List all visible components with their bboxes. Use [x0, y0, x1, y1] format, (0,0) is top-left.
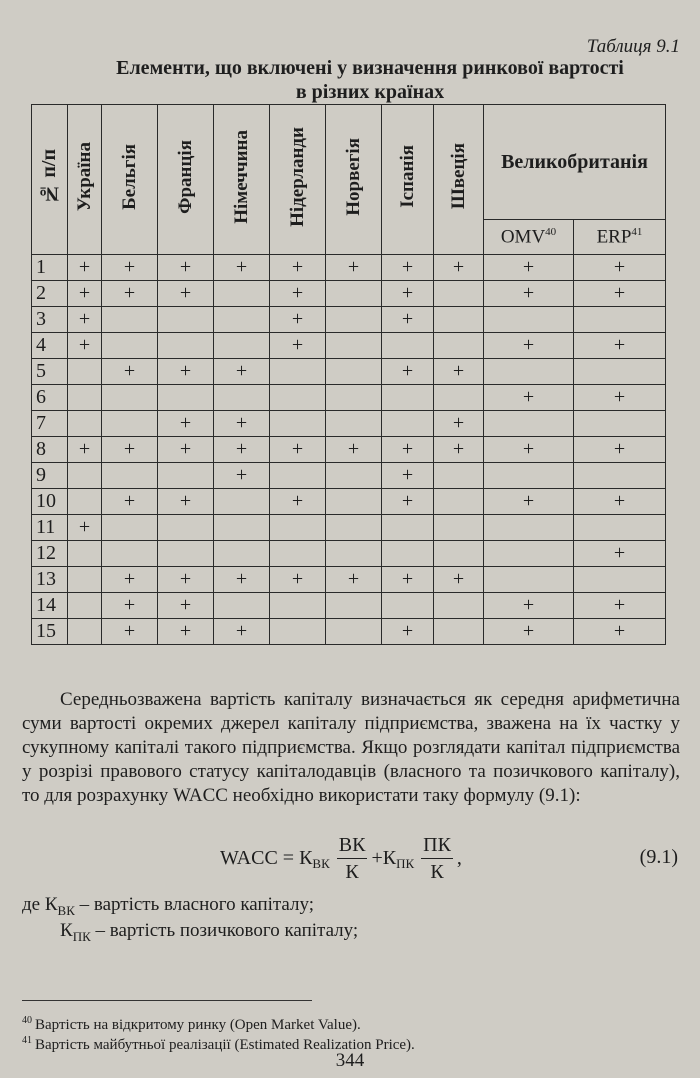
table-cell: +: [326, 437, 382, 463]
row-number: 12: [32, 541, 68, 567]
table-cell: +: [102, 567, 158, 593]
table-cell: +: [434, 255, 484, 281]
table-cell: [102, 541, 158, 567]
table-row: [32, 359, 666, 385]
table-cell: [574, 463, 666, 489]
table-cell: +: [484, 593, 574, 619]
table-cell: +: [214, 255, 270, 281]
table-cell: +: [484, 333, 574, 359]
row-number: 1: [32, 255, 68, 281]
table-cell: +: [102, 619, 158, 645]
col-header-country: Іспанія: [382, 105, 434, 255]
formula-lhs: WACC = К: [220, 846, 313, 869]
table-cell: +: [270, 281, 326, 307]
col-header-omv: OMV$^{40}$: [484, 220, 574, 255]
table-cell: [484, 567, 574, 593]
table-cell: +: [326, 567, 382, 593]
col-header-uk: Великобританія: [484, 105, 666, 220]
table-cell: [326, 411, 382, 437]
page-number: 344: [335, 1050, 365, 1071]
table-cell: [158, 333, 214, 359]
table-cell: [270, 541, 326, 567]
col-header-country: Німеччина: [214, 105, 270, 255]
table-cell: +: [574, 593, 666, 619]
formula-sub-pk: ПК: [396, 856, 415, 871]
table-cell: [574, 359, 666, 385]
table-row: [32, 281, 666, 307]
table-row: [32, 515, 666, 541]
col-header-country: Норвегія: [326, 105, 382, 255]
table-cell: +: [484, 281, 574, 307]
table-cell: +: [158, 567, 214, 593]
table-cell: +: [270, 489, 326, 515]
table-cell: +: [102, 281, 158, 307]
table-cell: +: [158, 619, 214, 645]
table-cell: +: [158, 411, 214, 437]
table-cell: [158, 463, 214, 489]
row-number: 15: [32, 619, 68, 645]
table-cell: +: [68, 515, 102, 541]
table-cell: +: [270, 255, 326, 281]
table-cell: [270, 385, 326, 411]
table-cell: [326, 515, 382, 541]
formula-sub-vk: ВК: [312, 856, 330, 871]
table-cell: [270, 619, 326, 645]
table-cell: +: [158, 359, 214, 385]
row-number: 13: [32, 567, 68, 593]
table-cell: [484, 463, 574, 489]
col-header-country: Нідерланди: [270, 105, 326, 255]
table-cell: [326, 385, 382, 411]
table-cell: [214, 515, 270, 541]
table-cell: +: [102, 359, 158, 385]
table-cell: +: [382, 307, 434, 333]
table-cell: +: [270, 333, 326, 359]
table-cell: +: [158, 255, 214, 281]
table-cell: [68, 541, 102, 567]
table-cell: [68, 385, 102, 411]
table-cell: [158, 385, 214, 411]
table-cell: [214, 281, 270, 307]
table-cell: +: [484, 489, 574, 515]
table-cell: +: [574, 385, 666, 411]
table-cell: [214, 489, 270, 515]
table-cell: [102, 333, 158, 359]
table-cell: [270, 593, 326, 619]
table-cell: +: [270, 437, 326, 463]
table-cell: +: [574, 255, 666, 281]
table-cell: [326, 281, 382, 307]
table-cell: +: [484, 619, 574, 645]
table-cell: +: [270, 567, 326, 593]
table-row: [32, 593, 666, 619]
table-cell: +: [68, 281, 102, 307]
table-cell: [102, 463, 158, 489]
table-cell: +: [102, 489, 158, 515]
table-cell: [68, 463, 102, 489]
table-cell: +: [574, 619, 666, 645]
table-cell: [214, 333, 270, 359]
table-cell: +: [102, 593, 158, 619]
table-title-line1: Елементи, що включені у визначення ринкової вартості: [116, 57, 624, 79]
table-cell: [270, 463, 326, 489]
table-cell: [102, 385, 158, 411]
fraction-debt: $\frac{ПК}{К}$: [423, 833, 451, 883]
table-cell: +: [214, 619, 270, 645]
table-cell: [434, 541, 484, 567]
footnote-40: $^{40}$ Вартість на відкритому ринку (Open Market Value).: [22, 1015, 361, 1033]
table-row: [32, 411, 666, 437]
wacc-formula: [220, 826, 462, 890]
table-row: [32, 255, 666, 281]
table-cell: +: [270, 307, 326, 333]
table-cell: +: [158, 593, 214, 619]
table-cell: [434, 515, 484, 541]
row-number: 7: [32, 411, 68, 437]
table-cell: +: [214, 411, 270, 437]
row-number: 4: [32, 333, 68, 359]
table-cell: [574, 307, 666, 333]
table-cell: +: [382, 567, 434, 593]
table-cell: +: [102, 255, 158, 281]
table-row: [32, 541, 666, 567]
table-row: [32, 619, 666, 645]
table-cell: [326, 541, 382, 567]
formula-plus: +К: [371, 846, 397, 869]
table-cell: +: [574, 541, 666, 567]
row-number: 9: [32, 463, 68, 489]
row-number: 5: [32, 359, 68, 385]
table-cell: +: [158, 489, 214, 515]
table-row: [32, 307, 666, 333]
table-cell: [382, 515, 434, 541]
table-cell: [484, 541, 574, 567]
table-cell: [434, 593, 484, 619]
table-cell: [434, 463, 484, 489]
table-cell: [484, 515, 574, 541]
table-cell: [326, 593, 382, 619]
table-row: [32, 333, 666, 359]
table-cell: +: [214, 567, 270, 593]
definition-equity: де $К_{ВК}$ – вартість власного капіталу;: [22, 894, 315, 918]
table-cell: [484, 359, 574, 385]
table-cell: +: [68, 255, 102, 281]
table-cell: +: [382, 255, 434, 281]
table-cell: [382, 411, 434, 437]
table-cell: [214, 541, 270, 567]
formula-comma: ,: [456, 846, 462, 869]
table-cell: +: [382, 463, 434, 489]
row-number: 14: [32, 593, 68, 619]
table-cell: [434, 307, 484, 333]
table-cell: +: [484, 437, 574, 463]
row-number: 3: [32, 307, 68, 333]
table-cell: +: [434, 359, 484, 385]
table-cell: +: [382, 359, 434, 385]
table-cell: [434, 619, 484, 645]
market-value-table: [31, 104, 666, 645]
table-cell: [214, 593, 270, 619]
row-number: 2: [32, 281, 68, 307]
row-number: 6: [32, 385, 68, 411]
table-row: [32, 489, 666, 515]
table-cell: +: [382, 281, 434, 307]
table-cell: +: [574, 281, 666, 307]
table-cell: +: [574, 333, 666, 359]
table-title: [40, 56, 700, 104]
table-cell: [574, 411, 666, 437]
table-title-line2: в різних країнах: [295, 81, 445, 103]
col-header-erp: ERP$^{41}$: [574, 220, 666, 255]
table-cell: +: [434, 567, 484, 593]
table-cell: [326, 333, 382, 359]
table-cell: +: [382, 489, 434, 515]
col-header-number: № п/п: [32, 105, 68, 255]
formula-number: (9.1): [639, 846, 678, 868]
table-cell: +: [214, 359, 270, 385]
table-cell: [434, 385, 484, 411]
table-cell: +: [102, 437, 158, 463]
col-header-country: Україна: [68, 105, 102, 255]
table-cell: [326, 619, 382, 645]
table-cell: [382, 385, 434, 411]
table-cell: [68, 567, 102, 593]
table-cell: +: [326, 255, 382, 281]
table-cell: [326, 489, 382, 515]
table-cell: [574, 567, 666, 593]
row-number: 8: [32, 437, 68, 463]
definition-debt: $К_{ПК}$ – вартість позичкового капіталу;: [60, 920, 359, 944]
table-cell: [68, 359, 102, 385]
table-cell: [574, 515, 666, 541]
footnote-divider: [22, 1000, 312, 1001]
table-cell: [326, 307, 382, 333]
table-row: [32, 437, 666, 463]
table-cell: [270, 359, 326, 385]
table-cell: +: [434, 437, 484, 463]
table-cell: +: [484, 385, 574, 411]
table-cell: [382, 541, 434, 567]
table-cell: +: [382, 619, 434, 645]
table-cell: [68, 411, 102, 437]
table-row: [32, 463, 666, 489]
table-cell: [68, 489, 102, 515]
table-cell: [102, 307, 158, 333]
table-cell: +: [214, 437, 270, 463]
table-cell: [326, 359, 382, 385]
col-header-country: Швеція: [434, 105, 484, 255]
table-cell: [158, 307, 214, 333]
table-cell: +: [574, 437, 666, 463]
table-cell: [214, 307, 270, 333]
table-cell: [214, 385, 270, 411]
table-cell: [68, 619, 102, 645]
table-cell: [434, 333, 484, 359]
table-row: [32, 385, 666, 411]
row-number: 11: [32, 515, 68, 541]
table-cell: [434, 281, 484, 307]
table-cell: +: [484, 255, 574, 281]
table-cell: +: [68, 333, 102, 359]
col-header-country: Франція: [158, 105, 214, 255]
table-cell: +: [68, 437, 102, 463]
table-cell: [158, 541, 214, 567]
table-cell: +: [158, 437, 214, 463]
table-cell: [326, 463, 382, 489]
table-cell: +: [68, 307, 102, 333]
table-cell: +: [158, 281, 214, 307]
body-paragraph: Середньозважена вартість капіталу визначається як середня арифметична суми вартості окремих джерел капіталу підприємства, зважена на їх частку у сукупному капіталі такого підприємства. Якщо розглядати капітал підприємства у розрізі правового статусу капіталодавців (власного та позичкового капіталу), то для розрахунку WACC необхідно використати таку формулу (9.1):: [22, 689, 680, 806]
table-cell: [102, 411, 158, 437]
col-header-country: Бельгія: [102, 105, 158, 255]
table-cell: [102, 515, 158, 541]
table-label: Таблиця 9.1: [586, 36, 680, 57]
table-cell: [68, 593, 102, 619]
table-cell: [270, 411, 326, 437]
table-cell: [382, 333, 434, 359]
table-cell: [270, 515, 326, 541]
table-cell: [382, 593, 434, 619]
row-number: 10: [32, 489, 68, 515]
table-cell: [434, 489, 484, 515]
table-cell: +: [382, 437, 434, 463]
footnote-41: $^{41}$ Вартість майбутньої реалізації (Estimated Realization Price).: [22, 1035, 415, 1053]
table-cell: [484, 411, 574, 437]
table-cell: +: [574, 489, 666, 515]
table-cell: [484, 307, 574, 333]
table-cell: +: [434, 411, 484, 437]
table-row: [32, 567, 666, 593]
fraction-equity: $\frac{ВК}{К}$: [338, 833, 366, 883]
table-cell: [158, 515, 214, 541]
table-cell: +: [214, 463, 270, 489]
